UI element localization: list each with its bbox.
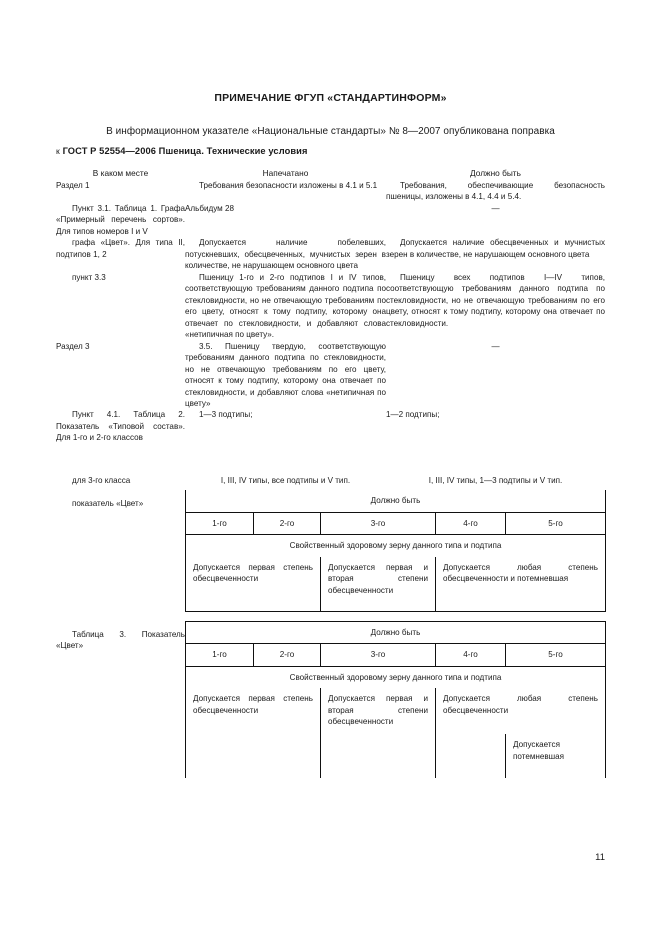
page-number: 11 [595, 852, 605, 863]
subtable-detail-row [186, 688, 606, 734]
subtable-class-header-row [186, 512, 606, 534]
subtable-common-row [186, 535, 606, 557]
subtable-class-header-row [186, 644, 606, 666]
spacer-printed [185, 444, 386, 472]
table-row [56, 472, 605, 490]
class-header-2: 2-го [254, 644, 321, 666]
page-title: ПРИМЕЧАНИЕ ФГУП «СТАНДАРТИНФОРМ» [214, 92, 447, 104]
table-row [56, 180, 605, 203]
detail-cell-1: Допускается первая степень обесцвеченности [186, 688, 321, 734]
col-header-printed: Напечатано [262, 168, 309, 178]
detail-cell-2: Допускается первая и вторая степени обесцвеченности [321, 688, 436, 734]
row-should-cell: I, III, IV типы, 1—3 подтипы и V тип. [428, 475, 563, 485]
class-header-5: 5-го [506, 512, 606, 534]
standard-reference-prefix: к [56, 146, 60, 156]
col-header-place: В каком месте [92, 168, 149, 178]
row-should-cell: — [491, 341, 500, 351]
color-index-subtable [185, 490, 606, 611]
spacer-place-2 [56, 612, 185, 621]
class-header-3: 3-го [321, 644, 436, 666]
class-header-2: 2-го [254, 512, 321, 534]
subtable-container [185, 621, 605, 778]
col-header-should: Должно быть [470, 168, 521, 178]
row-place-cell: графа «Цвет». Для типа II, подтипов 1, 2 [56, 238, 185, 259]
subtable-detail-row [186, 557, 606, 612]
extra-cell-empty-3 [436, 734, 506, 778]
row-should-cell: Требования, обеспечивающие безопасность пшеницы, изложены в 4.1, 4.4 и 5.4. [386, 180, 605, 202]
table-spacer-row-2 [56, 612, 605, 621]
detail-cell-2: Допускается первая и вторая степени обесцвеченности [321, 557, 436, 612]
amendments-table [56, 168, 605, 778]
detail-cell-3: Допускается любая степень обесцвеченности и потемневшая [436, 557, 606, 612]
row-printed-cell: I, III, IV типы, все подтипы и V тип. [220, 475, 351, 485]
table3-color-index-subtable [185, 621, 606, 778]
subtable-span-header: Должно быть [186, 490, 606, 512]
row-should-cell: Допускается наличие обесцвеченных и мучнистых зерен в количестве, не нарушающем основного цвета [386, 238, 605, 259]
row-should-cell: 1—2 подтипы; [386, 410, 440, 420]
subtable-common-text: Свойственный здоровому зерну данного типа и подтипа [186, 535, 606, 557]
standard-reference-line [56, 146, 308, 156]
row-printed-cell: 1—3 подтипы; [199, 410, 253, 420]
extra-cell-empty-1 [186, 734, 321, 778]
spacer-place [56, 444, 185, 472]
spacer-body-2 [185, 612, 605, 621]
amendments-table-wrapper [56, 168, 605, 778]
document-subtitle: В информационном указателе «Национальные стандарты» № 8—2007 опубликована поправка [106, 126, 555, 137]
row-printed-cell: 3.5. Пшеницу твердую, соответствующую требованиям данного подтипа по стекловидности, но не отвечающую требованиям по его цвету, относят к тому подтипу, которому она отвечает по стекловидности, и добавляют слова «нетипичная по цвету» [185, 341, 386, 408]
spacer-should [386, 444, 605, 472]
row-place-cell: Пункт 3.1. Таблица 1. Графа «Примерный перечень сортов». Для типов номеров I и V [56, 203, 185, 236]
class-header-1: 1-го [186, 644, 254, 666]
row-printed-cell: Требования безопасности изложены в 4.1 и 5.1 [199, 180, 378, 190]
row-place-cell: Раздел 3 [56, 341, 90, 351]
row-printed-cell: Пшеницу 1-го и 2-го подтипов I и IV типов, соответствующую требованиям данного подтипа по стекловидности, но не отвечающую требованиям по его цвету, относят к тому подтипу, которому она отвечает по стекловидности, и добавляют слова «нетипичная по цвету». [185, 272, 386, 340]
subtable-common-text: Свойственный здоровому зерну данного типа и подтипа [186, 666, 606, 688]
row-place-cell: Раздел 1 [56, 180, 90, 190]
standard-reference-text: ГОСТ Р 52554—2006 Пшеница. Технические условия [62, 146, 308, 156]
table-row [56, 272, 605, 341]
row-should-cell: — [491, 203, 500, 213]
subtable-container [185, 490, 605, 611]
subtable-span-header-row [186, 490, 606, 512]
subtable-row [56, 621, 605, 778]
table-row [56, 203, 605, 237]
extra-cell-text: Допускается потемневшая [506, 734, 606, 778]
detail-cell-1: Допускается первая степень обесцвеченности [186, 557, 321, 612]
extra-cell-empty-2 [321, 734, 436, 778]
class-header-1: 1-го [186, 512, 254, 534]
table-row [56, 237, 605, 271]
table-row [56, 409, 605, 443]
subtable-extra-row [186, 734, 606, 778]
row-printed-cell: Альбидум 28 [185, 203, 234, 213]
row-printed-cell: Допускается наличие побелевших, потускневших, обесцвеченных, мучнистых зерен в количестве, не нарушающем основного цвета [185, 238, 386, 271]
class-header-4: 4-го [436, 644, 506, 666]
subtable-label-cell: показатель «Цвет» [72, 499, 144, 509]
subtable-span-header-row [186, 621, 606, 643]
subtable-row [56, 490, 605, 611]
class-header-5: 5-го [506, 644, 606, 666]
subtable-common-row [186, 666, 606, 688]
row-should-cell: Пшеницу всех подтипов I—IV типов, соответствующую требованиям данного подтипа по стекловидности, но не отвечающую требованиям по его цвету, относят к тому подтипу, которому она отвечает по стекловидности. [386, 272, 605, 328]
class-header-3: 3-го [321, 512, 436, 534]
table-row [56, 341, 605, 410]
row-place-cell: Пункт 4.1. Таблица 2. Показатель «Типовой состав». Для 1-го и 2-го классов [56, 410, 185, 443]
detail-cell-3: Допускается любая степень обесцвеченности [436, 688, 606, 734]
class-header-4: 4-го [436, 512, 506, 534]
subtable-span-header: Должно быть [186, 621, 606, 643]
row-place-cell: для 3-го класса [72, 475, 131, 485]
table-header-row [56, 168, 605, 180]
row-place-cell: пункт 3.3 [72, 272, 106, 282]
subtable-label-cell: Таблица 3. Показатель «Цвет» [56, 629, 185, 651]
table-spacer-row [56, 444, 605, 472]
